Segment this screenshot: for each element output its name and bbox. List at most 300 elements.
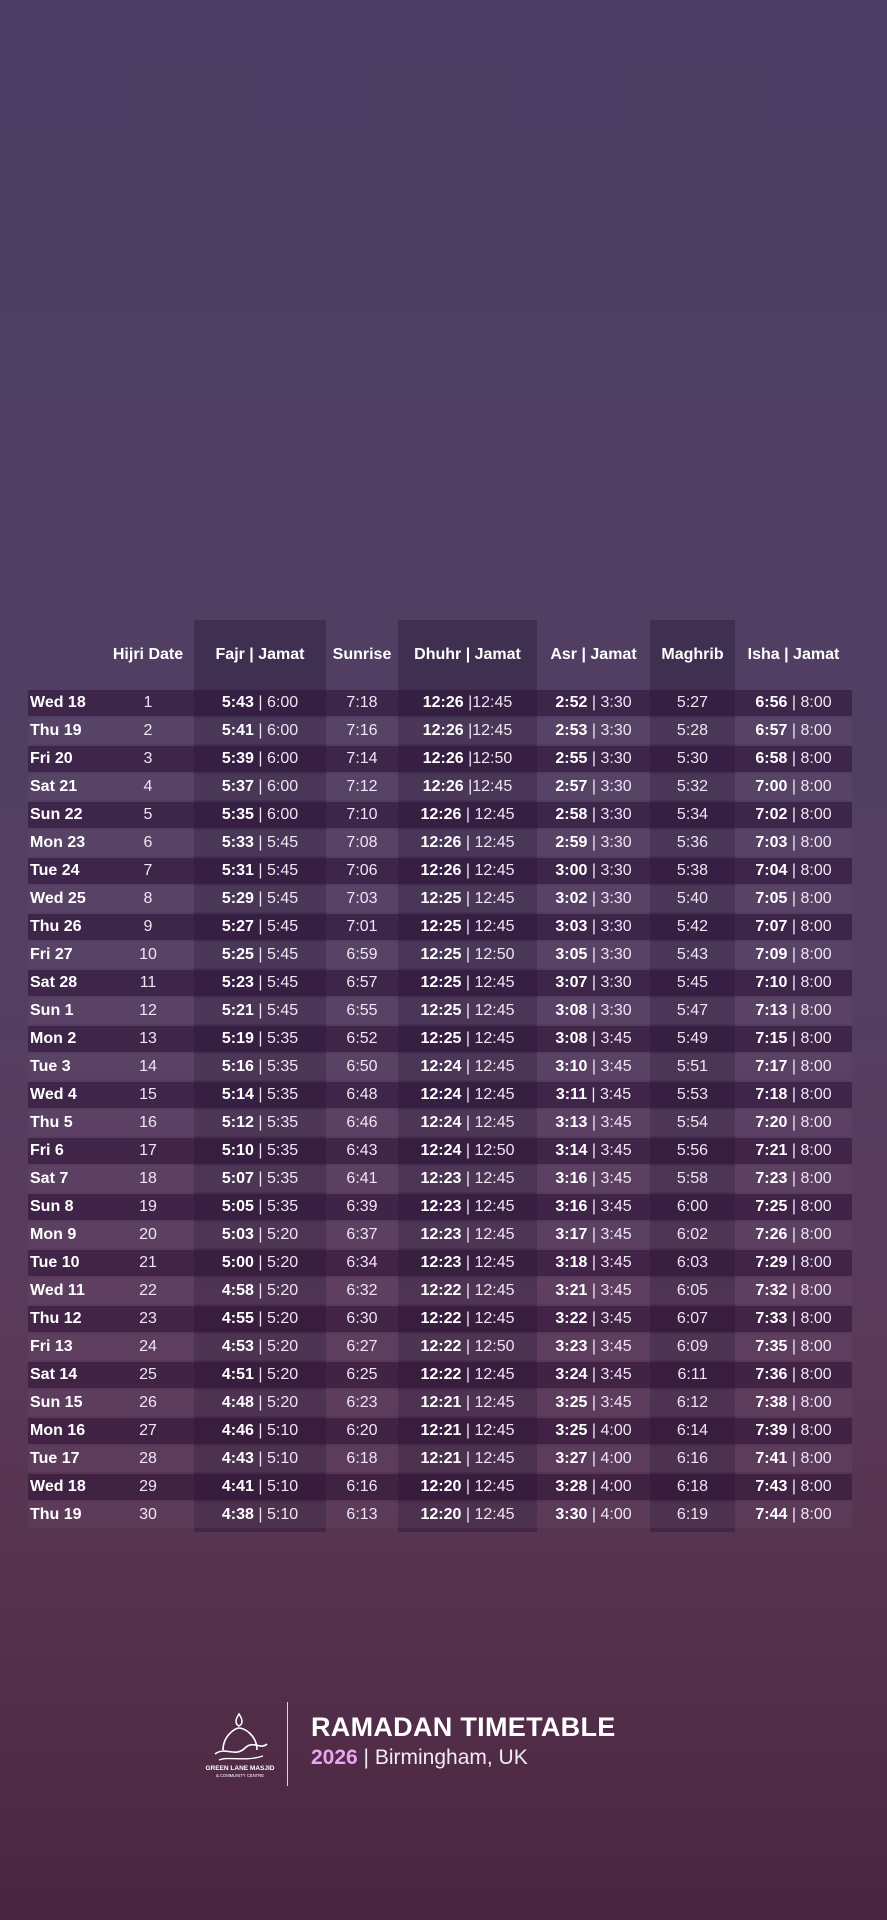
logo-text: GREEN LANE MASJID	[205, 1765, 275, 1772]
maghrib-time: 6:11	[677, 1366, 708, 1383]
maghrib-cell	[650, 1418, 735, 1444]
maghrib-time: 6:05	[676, 1282, 709, 1299]
hijri-cell	[103, 830, 193, 856]
asr-time: 2:55	[555, 750, 588, 767]
asr-cell	[537, 1166, 650, 1192]
day-label: Sat 7	[30, 1170, 69, 1187]
maghrib-time: 6:18	[676, 1478, 709, 1495]
fajr-time: 4:41	[221, 1478, 254, 1495]
day-label: Mon 16	[30, 1422, 86, 1439]
day-cell	[30, 970, 102, 996]
isha-jamat: | 8:00	[787, 1254, 832, 1271]
day-cell	[30, 1054, 102, 1080]
isha-time: 7:07	[755, 918, 788, 935]
hijri-date: 25	[139, 1366, 157, 1383]
isha-jamat: | 8:00	[787, 1366, 832, 1383]
fajr-jamat: | 5:10	[253, 1506, 299, 1523]
maghrib-time: 5:45	[676, 974, 709, 991]
hijri-cell	[103, 690, 193, 716]
asr-cell	[537, 774, 650, 800]
fajr-time: 5:03	[221, 1226, 254, 1243]
dhuhr-time: 12:26	[422, 778, 464, 795]
dhuhr-time: 12:23	[420, 1226, 462, 1243]
asr-jamat: | 3:45	[586, 1086, 632, 1103]
dhuhr-jamat: | 12:45	[461, 1002, 515, 1019]
fajr-jamat: | 5:35	[253, 1030, 299, 1047]
sunrise-time: 7:08	[346, 834, 378, 851]
isha-cell	[735, 942, 852, 968]
isha-time: 6:57	[755, 722, 788, 739]
sunrise-cell	[326, 1334, 398, 1360]
fajr-time: 4:53	[221, 1338, 254, 1355]
fajr-time: 5:37	[221, 778, 254, 795]
logo-subtext: & COMMUNITY CENTRE	[215, 1773, 265, 1778]
dhuhr-jamat: | 12:50	[461, 1142, 515, 1159]
isha-time: 7:05	[755, 890, 788, 907]
maghrib-time: 6:19	[676, 1506, 709, 1523]
maghrib-cell	[650, 802, 735, 828]
sunrise-cell	[326, 1054, 398, 1080]
dhuhr-cell	[398, 1334, 537, 1360]
fajr-jamat: | 5:45	[253, 890, 299, 907]
hijri-cell	[103, 1110, 193, 1136]
asr-cell	[537, 1138, 650, 1164]
table-row	[28, 1446, 852, 1472]
dhuhr-jamat: | 12:45	[461, 806, 515, 823]
maghrib-cell	[650, 830, 735, 856]
asr-cell	[537, 1390, 650, 1416]
sunrise-time: 6:48	[346, 1086, 378, 1103]
asr-jamat: | 3:30	[587, 834, 632, 851]
hijri-cell	[103, 746, 193, 772]
day-label: Thu 19	[30, 722, 82, 739]
day-cell	[30, 1306, 102, 1332]
dhuhr-jamat: | 12:45	[461, 1282, 515, 1299]
isha-time: 7:36	[755, 1366, 788, 1383]
fajr-jamat: | 5:20	[253, 1226, 299, 1243]
asr-time: 2:53	[555, 722, 588, 739]
fajr-time: 5:12	[221, 1114, 254, 1131]
isha-jamat: | 8:00	[787, 1226, 832, 1243]
maghrib-cell	[650, 970, 735, 996]
hijri-date: 27	[139, 1422, 157, 1439]
dhuhr-cell	[398, 1026, 537, 1052]
table-row	[28, 998, 852, 1024]
day-cell	[30, 1334, 102, 1360]
isha-cell	[735, 802, 852, 828]
dhuhr-cell	[398, 1082, 537, 1108]
asr-cell	[537, 886, 650, 912]
hijri-date: 19	[139, 1198, 157, 1215]
asr-cell	[537, 1502, 650, 1528]
maghrib-time: 5:38	[676, 862, 709, 879]
isha-time: 7:02	[755, 806, 788, 823]
sunrise-time: 6:30	[346, 1310, 378, 1327]
asr-cell	[537, 858, 650, 884]
table-row	[28, 1138, 852, 1164]
hijri-cell	[103, 802, 193, 828]
maghrib-cell	[650, 942, 735, 968]
hijri-date: 11	[139, 974, 157, 991]
asr-time: 3:25	[555, 1422, 588, 1439]
isha-cell	[735, 690, 852, 716]
sunrise-cell	[326, 1418, 398, 1444]
isha-time: 7:29	[755, 1254, 788, 1271]
day-cell	[30, 1250, 102, 1276]
fajr-jamat: | 6:00	[253, 694, 299, 711]
hijri-date: 8	[143, 890, 153, 907]
sunrise-time: 6:57	[346, 974, 378, 991]
isha-jamat: | 8:00	[787, 750, 832, 767]
fajr-cell	[194, 774, 326, 800]
day-label: Thu 19	[30, 1506, 82, 1523]
fajr-cell	[194, 1390, 326, 1416]
day-label: Tue 3	[30, 1058, 71, 1075]
day-label: Sat 21	[30, 778, 78, 795]
sunrise-cell	[326, 1250, 398, 1276]
footer-separator: |	[357, 1746, 375, 1769]
isha-jamat: | 8:00	[787, 974, 832, 991]
sunrise-time: 7:12	[346, 778, 378, 795]
dhuhr-time: 12:22	[420, 1366, 462, 1383]
sunrise-cell	[326, 998, 398, 1024]
isha-jamat: | 8:00	[787, 1310, 832, 1327]
fajr-jamat: | 5:10	[253, 1478, 299, 1495]
sunrise-cell	[326, 1502, 398, 1528]
sunrise-cell	[326, 886, 398, 912]
fajr-cell	[194, 1138, 326, 1164]
fajr-cell	[194, 970, 326, 996]
maghrib-cell	[650, 1222, 735, 1248]
dhuhr-time: 12:25	[420, 974, 462, 991]
asr-jamat: | 4:00	[587, 1450, 632, 1467]
hijri-cell	[103, 1362, 193, 1388]
isha-jamat: | 8:00	[787, 946, 832, 963]
maghrib-time: 6:07	[676, 1310, 709, 1327]
hijri-cell	[103, 1194, 193, 1220]
table-row	[28, 830, 852, 856]
asr-jamat: | 3:45	[587, 1114, 632, 1131]
isha-jamat: | 8:00	[787, 778, 832, 795]
dhuhr-cell	[398, 718, 537, 744]
sunrise-time: 6:13	[346, 1506, 378, 1523]
isha-time: 7:04	[755, 862, 788, 879]
fajr-time: 5:41	[221, 722, 254, 739]
fajr-jamat: | 5:45	[253, 974, 299, 991]
isha-time: 6:58	[755, 750, 788, 767]
hijri-cell	[103, 1222, 193, 1248]
asr-jamat: | 3:45	[587, 1394, 632, 1411]
asr-time: 3:11	[555, 1086, 587, 1103]
asr-time: 3:13	[555, 1114, 588, 1131]
day-label: Sat 28	[30, 974, 78, 991]
asr-jamat: | 3:30	[587, 890, 632, 907]
table-row	[28, 886, 852, 912]
asr-time: 3:08	[555, 1030, 588, 1047]
day-cell	[30, 718, 102, 744]
day-label: Fri 6	[30, 1142, 64, 1159]
dhuhr-jamat: | 12:45	[461, 1086, 515, 1103]
footer-divider	[287, 1702, 288, 1786]
day-cell	[30, 1222, 102, 1248]
isha-cell	[735, 718, 852, 744]
sunrise-cell	[326, 1222, 398, 1248]
sunrise-cell	[326, 1446, 398, 1472]
fajr-jamat: | 5:45	[253, 834, 299, 851]
day-cell	[30, 1166, 102, 1192]
hijri-cell	[103, 886, 193, 912]
sunrise-time: 7:01	[346, 918, 378, 935]
isha-time: 7:25	[755, 1198, 788, 1215]
day-cell	[30, 1026, 102, 1052]
isha-jamat: | 8:00	[787, 918, 832, 935]
dhuhr-time: 12:23	[420, 1198, 462, 1215]
fajr-jamat: | 6:00	[253, 806, 299, 823]
dhuhr-jamat: | 12:45	[461, 1030, 515, 1047]
fajr-cell	[194, 1082, 326, 1108]
dhuhr-jamat: | 12:45	[461, 918, 515, 935]
fajr-jamat: | 6:00	[253, 722, 299, 739]
fajr-time: 4:55	[221, 1310, 254, 1327]
hijri-date: 26	[139, 1394, 157, 1411]
dhuhr-time: 12:21	[420, 1394, 462, 1411]
isha-cell	[735, 1306, 852, 1332]
fajr-cell	[194, 1250, 326, 1276]
fajr-cell	[194, 1194, 326, 1220]
sunrise-time: 7:18	[346, 694, 378, 711]
table-row	[28, 1194, 852, 1220]
asr-cell	[537, 1194, 650, 1220]
sunrise-time: 6:41	[346, 1170, 378, 1187]
isha-time: 7:41	[755, 1450, 788, 1467]
day-cell	[30, 858, 102, 884]
sunrise-cell	[326, 1194, 398, 1220]
isha-cell	[735, 858, 852, 884]
maghrib-cell	[650, 1194, 735, 1220]
fajr-jamat: | 5:10	[253, 1422, 299, 1439]
table-row	[28, 858, 852, 884]
day-label: Thu 26	[30, 918, 82, 935]
fajr-jamat: | 5:20	[253, 1282, 299, 1299]
hijri-cell	[103, 1082, 193, 1108]
fajr-time: 4:51	[221, 1366, 254, 1383]
fajr-time: 5:05	[221, 1198, 254, 1215]
hijri-date: 28	[139, 1450, 157, 1467]
sunrise-time: 6:23	[346, 1394, 378, 1411]
fajr-cell	[194, 1334, 326, 1360]
dhuhr-cell	[398, 1446, 537, 1472]
fajr-cell	[194, 830, 326, 856]
sunrise-time: 6:27	[346, 1338, 378, 1355]
maghrib-time: 5:40	[676, 890, 709, 907]
hijri-cell	[103, 718, 193, 744]
asr-time: 3:18	[555, 1254, 588, 1271]
dhuhr-jamat: | 12:45	[461, 974, 515, 991]
asr-jamat: | 3:45	[587, 1254, 632, 1271]
fajr-jamat: | 5:35	[253, 1058, 299, 1075]
fajr-time: 4:38	[221, 1506, 254, 1523]
maghrib-cell	[650, 1026, 735, 1052]
dhuhr-cell	[398, 746, 537, 772]
day-cell	[30, 1278, 102, 1304]
isha-cell	[735, 1110, 852, 1136]
dhuhr-jamat: | 12:45	[461, 1254, 515, 1271]
dhuhr-cell	[398, 970, 537, 996]
isha-cell	[735, 998, 852, 1024]
maghrib-cell	[650, 1138, 735, 1164]
dhuhr-jamat: | 12:45	[461, 1114, 515, 1131]
day-label: Wed 4	[30, 1086, 77, 1103]
asr-time: 3:02	[555, 890, 588, 907]
fajr-cell	[194, 1110, 326, 1136]
isha-jamat: | 8:00	[787, 1086, 832, 1103]
dhuhr-cell	[398, 1474, 537, 1500]
asr-time: 3:08	[555, 1002, 588, 1019]
header-asr: Asr | Jamat	[550, 646, 637, 663]
isha-time: 7:13	[755, 1002, 788, 1019]
isha-cell	[735, 1054, 852, 1080]
maghrib-time: 5:43	[676, 946, 709, 963]
hijri-date: 14	[139, 1058, 157, 1075]
day-cell	[30, 1110, 102, 1136]
table-row	[28, 746, 852, 772]
isha-cell	[735, 970, 852, 996]
day-cell	[30, 1194, 102, 1220]
asr-jamat: | 3:30	[587, 722, 632, 739]
header-fajr: Fajr | Jamat	[215, 646, 305, 663]
dhuhr-jamat: | 12:45	[461, 834, 515, 851]
sunrise-cell	[326, 1138, 398, 1164]
dhuhr-cell	[398, 1502, 537, 1528]
hijri-cell	[103, 1250, 193, 1276]
hijri-cell	[103, 1166, 193, 1192]
maghrib-time: 5:56	[676, 1142, 709, 1159]
day-label: Fri 20	[30, 750, 73, 767]
hijri-cell	[103, 1138, 193, 1164]
hijri-date: 6	[143, 834, 153, 851]
fajr-time: 5:43	[221, 694, 254, 711]
fajr-cell	[194, 942, 326, 968]
asr-jamat: | 3:30	[587, 778, 632, 795]
dhuhr-time: 12:21	[420, 1422, 462, 1439]
sunrise-cell	[326, 858, 398, 884]
sunrise-time: 6:18	[346, 1450, 378, 1467]
sunrise-time: 6:34	[346, 1254, 378, 1271]
table-row	[28, 774, 852, 800]
fajr-time: 5:39	[221, 750, 254, 767]
maghrib-time: 6:03	[676, 1254, 709, 1271]
isha-cell	[735, 774, 852, 800]
isha-jamat: | 8:00	[787, 1198, 832, 1215]
sunrise-time: 7:10	[346, 806, 378, 823]
isha-jamat: | 8:00	[787, 1506, 832, 1523]
asr-jamat: | 3:30	[587, 862, 632, 879]
maghrib-time: 5:58	[676, 1170, 709, 1187]
footer-year: 2026	[311, 1746, 358, 1769]
sunrise-time: 6:32	[346, 1282, 378, 1299]
day-label: Mon 9	[30, 1226, 77, 1243]
fajr-jamat: | 6:00	[253, 750, 299, 767]
dhuhr-time: 12:22	[420, 1282, 462, 1299]
isha-cell	[735, 1166, 852, 1192]
dhuhr-cell	[398, 690, 537, 716]
isha-time: 7:00	[755, 778, 788, 795]
isha-cell	[735, 1082, 852, 1108]
isha-cell	[735, 1278, 852, 1304]
hijri-date: 15	[139, 1086, 157, 1103]
dhuhr-time: 12:24	[420, 1114, 462, 1131]
maghrib-cell	[650, 746, 735, 772]
asr-cell	[537, 1418, 650, 1444]
day-label: Wed 25	[30, 890, 86, 907]
asr-jamat: | 3:30	[587, 806, 632, 823]
dhuhr-cell	[398, 830, 537, 856]
dhuhr-time: 12:22	[420, 1310, 462, 1327]
asr-time: 3:21	[555, 1282, 588, 1299]
asr-jamat: | 4:00	[587, 1506, 632, 1523]
sunrise-time: 7:06	[346, 862, 378, 879]
dhuhr-time: 12:25	[420, 1030, 462, 1047]
fajr-jamat: | 5:45	[253, 862, 299, 879]
dhuhr-time: 12:25	[420, 918, 462, 935]
isha-time: 7:10	[755, 974, 788, 991]
asr-time: 3:23	[555, 1338, 588, 1355]
fajr-cell	[194, 1222, 326, 1248]
maghrib-cell	[650, 858, 735, 884]
dhuhr-cell	[398, 914, 537, 940]
dhuhr-cell	[398, 1278, 537, 1304]
asr-cell	[537, 1222, 650, 1248]
hijri-date: 24	[139, 1338, 157, 1355]
day-label: Thu 12	[30, 1310, 82, 1327]
sunrise-cell	[326, 1306, 398, 1332]
dhuhr-time: 12:24	[420, 1086, 462, 1103]
isha-time: 6:56	[755, 694, 788, 711]
table-row	[28, 1082, 852, 1108]
asr-cell	[537, 690, 650, 716]
fajr-cell	[194, 998, 326, 1024]
fajr-jamat: | 5:35	[253, 1142, 299, 1159]
sunrise-time: 6:59	[346, 946, 378, 963]
dhuhr-time: 12:20	[420, 1478, 462, 1495]
day-cell	[30, 1138, 102, 1164]
dhuhr-jamat: | 12:45	[461, 1226, 515, 1243]
sunrise-cell	[326, 1474, 398, 1500]
footer-title: RAMADAN TIMETABLE	[311, 1712, 616, 1742]
sunrise-cell	[326, 914, 398, 940]
hijri-date: 17	[139, 1142, 157, 1159]
table-row	[28, 1502, 852, 1528]
maghrib-cell	[650, 774, 735, 800]
dhuhr-time: 12:23	[420, 1170, 462, 1187]
table-row	[28, 942, 852, 968]
asr-jamat: | 4:00	[587, 1478, 632, 1495]
fajr-jamat: | 5:35	[253, 1198, 299, 1215]
sunrise-cell	[326, 830, 398, 856]
table-row	[28, 1334, 852, 1360]
sunrise-time: 6:25	[346, 1366, 378, 1383]
fajr-time: 5:35	[221, 806, 254, 823]
isha-jamat: | 8:00	[787, 1170, 832, 1187]
fajr-jamat: | 5:20	[253, 1366, 299, 1383]
isha-cell	[735, 1250, 852, 1276]
fajr-cell	[194, 1026, 326, 1052]
asr-cell	[537, 1082, 650, 1108]
table-header	[28, 620, 852, 690]
table-row	[28, 1418, 852, 1444]
table-row	[28, 1306, 852, 1332]
sunrise-time: 6:39	[346, 1198, 378, 1215]
